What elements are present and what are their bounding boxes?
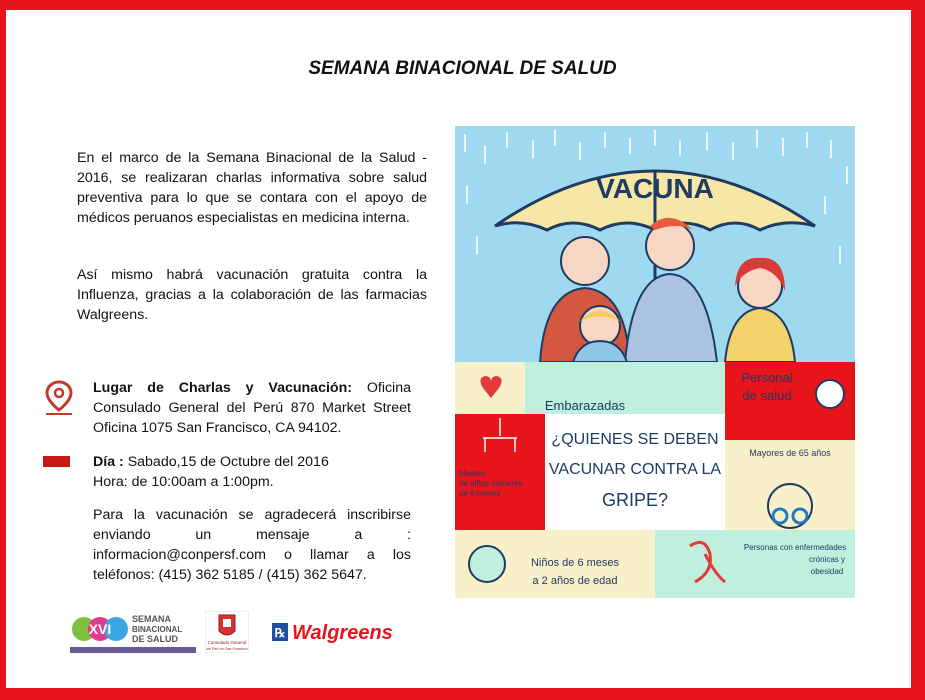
question-line-1: ¿QUIENES SE DEBEN [551, 431, 719, 448]
lugar-label: Lugar de Charlas y Vacunación: [93, 380, 352, 396]
old-man-head [561, 237, 609, 285]
mayores-label: Mayores de 65 años [749, 448, 831, 458]
consulado-line-1: Consulado General [207, 640, 247, 645]
calendar-bar-icon [43, 456, 70, 467]
dia-hora: Hora: de 10:00am a 1:00pm. [93, 474, 274, 490]
semana-logo-line-1: SEMANA [132, 614, 172, 624]
tile-cronicas [655, 530, 855, 598]
umbrella-label: VACUNA [596, 173, 714, 204]
lugar-info [93, 378, 411, 438]
consulado-logo [205, 611, 249, 653]
embarazadas-label: Embarazadas [544, 398, 626, 413]
ninos-label-2: a 2 años de edad [532, 575, 618, 587]
walgreens-wordmark: Walgreens [292, 622, 393, 644]
cronicas-label-2: crónicas y [808, 555, 846, 564]
man-head [646, 222, 694, 270]
intro-paragraph-2: Así mismo habrá vacunación gratuita contra la Influenza, gracias a la colaboración de las farmacias Walgreens. [77, 267, 427, 323]
semana-logo-line-2: BINACIONAL [132, 625, 183, 634]
question-line-2: VACUNAR CONTRA LA [548, 461, 722, 478]
svg-text:℞: ℞ [274, 626, 286, 640]
semana-binacional-logo [70, 609, 196, 653]
question-line-3: GRIPE? [601, 490, 669, 510]
intro-paragraph-1: En el marco de la Semana Binacional de la Salud - 2016, se realizaran charlas informativa sobre salud preventiva para lo que se contara con el apoyo de médicos peruanos especialistas en medicina interna. [77, 150, 427, 226]
inscription-info: Para la vacunación se agradecerá inscribirse enviando un mensaje a : informacion@conpersf.com o llamar a los teléfonos: (415) 362 5185 / (415) 362 5647. [93, 507, 411, 583]
madres-label-3: de 6 meses [459, 489, 501, 498]
consulado-line-2: del Perú en San Francisco [206, 647, 248, 651]
location-pin-icon [44, 380, 74, 416]
vaccination-poster [455, 126, 855, 598]
personal-label-2: de salud [742, 388, 792, 403]
cronicas-label-3: obesidad [810, 567, 844, 576]
baby-icon [469, 546, 505, 582]
nurse-icon [816, 380, 844, 408]
dia-info [93, 452, 411, 492]
dia-date: Sabado,15 de Octubre del 2016 [123, 454, 329, 470]
ninos-label-1: Niños de 6 meses [530, 557, 620, 569]
semana-logo-line-3: DE SALUD [132, 634, 179, 644]
lugar-text: Oficina Consulado General del Perú 870 Market Street Oficina 1075 San Francisco, CA 94102. [93, 380, 411, 436]
madres-label-2: de niños menores [459, 479, 523, 488]
madres-label-1: Madres [459, 469, 486, 478]
semana-logo-number: XVI [88, 621, 112, 637]
dia-label: Día : [93, 454, 124, 470]
personal-label-1: Personal [741, 370, 793, 385]
page-title: SEMANA BINACIONAL DE SALUD [308, 58, 617, 79]
walgreens-logo [270, 617, 422, 647]
cronicas-label-1: Personas con enfermedades [743, 543, 847, 552]
